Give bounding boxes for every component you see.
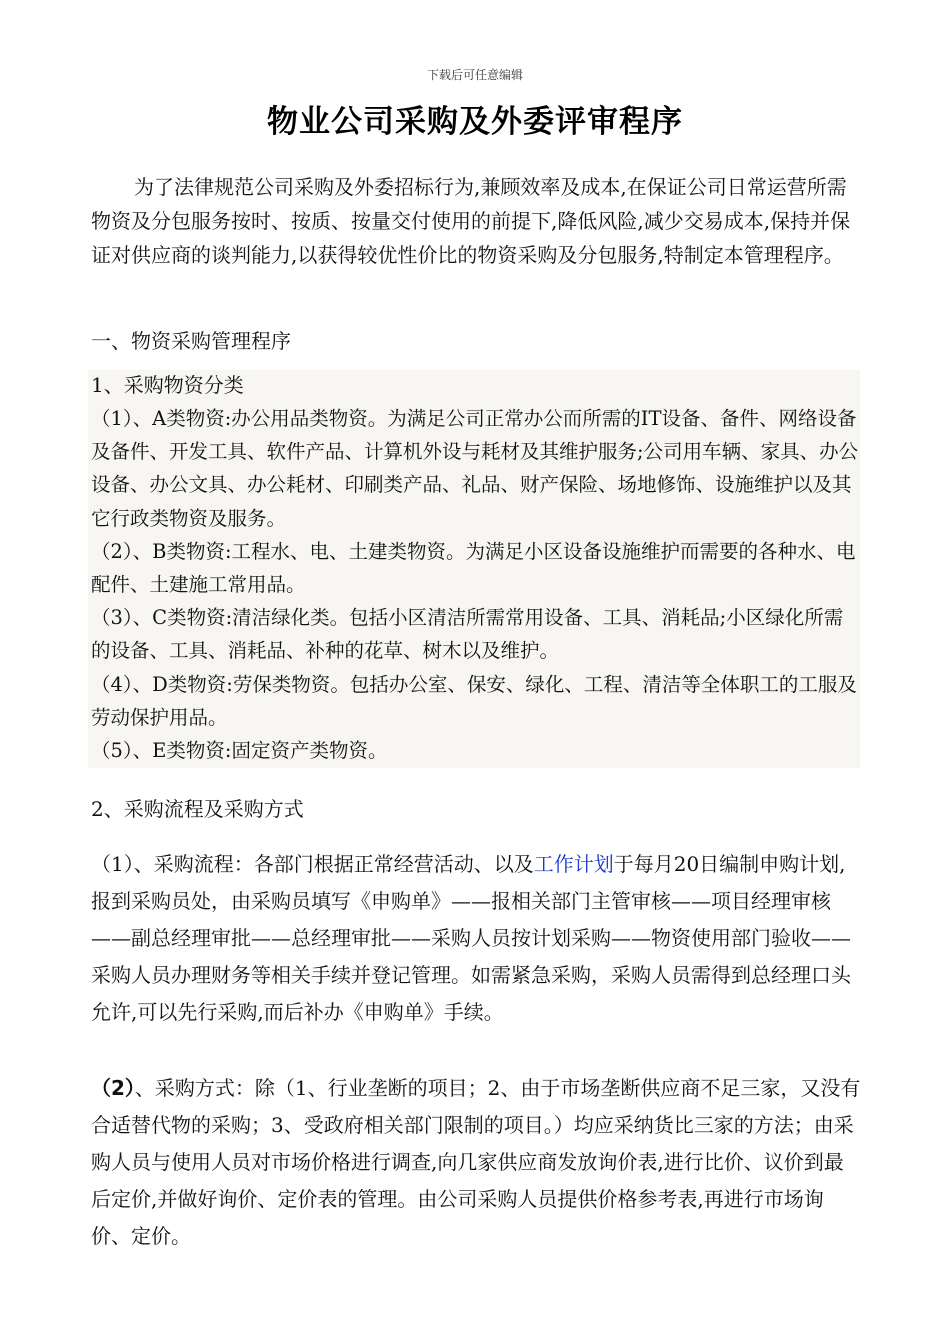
flow-text-end: 于每月20日编制申购计划,报到采购员处，由采购员填写《申购单》——报相关部门主管审核——项目经理审核——副总经理审批——总经理审批——采购人员按计划采购——物资使用部门验收——采购人员办理财务等相关手续并登记管理。如需紧急采购，采购人员需得到总经理口头允许,可以先行采购,而后补办《申购单》手续。 (91, 852, 851, 1024)
class-item-a: （1）、A类物资:办公用品类物资。为满足公司正常办公而所需的IT设备、备件、网络设备及备件、开发工具、软件产品、计算机外设与耗材及其维护服务;公司用车辆、家具、办公设备、办公文具、办公耗材、印刷类产品、礼品、财产保险、场地修饰、设施维护以及其它行政类物资及服务。 (91, 407, 859, 530)
method-text: 、采购方式：除（1、行业垄断的项目；2、由于市场垄断供应商不足三家，又没有合适替代物的采购；3、受政府相关部门限制的项目。）均应采纳货比三家的方法；由采购人员与使用人员对市场价格进行调查,向几家供应商发放询价表,进行比价、议价到最后定价,并做好询价、定价表的管理。由公司采购人员提供价格参考表,再进行市场询价、定价。 (91, 1076, 861, 1248)
section-heading-1: 一、物资采购管理程序 (91, 329, 291, 353)
intro-paragraph: 为了法律规范公司采购及外委招标行为,兼顾效率及成本,在保证公司日常运营所需物资及分包服务按时、按质、按量交付使用的前提下,降低风险,减少交易成本,保持并保证对供应商的谈判能力,以获得较优性价比的物资采购及分包服务,特制定本管理程序。 (91, 175, 851, 267)
method-number: （2） (91, 1076, 135, 1100)
page-title: 物业公司采购及外委评审程序 (267, 104, 683, 140)
subheading-classification: 1、采购物资分类 (91, 373, 244, 397)
flow-text-start: （1）、采购流程：各部门根据正常经营活动、以及 (91, 852, 534, 876)
class-item-c: （3）、C类物资:清洁绿化类。包括小区清洁所需常用设备、工具、消耗品;小区绿化所需的设备、工具、消耗品、补种的花草、树木以及维护。 (91, 606, 844, 663)
header-note: 下载后可任意编辑 (426, 68, 523, 82)
subheading-process: 2、采购流程及采购方式 (91, 797, 304, 821)
procurement-method-paragraph (91, 1070, 861, 1255)
class-item-d: （4）、D类物资:劳保类物资。包括办公室、保安、绿化、工程、清洁等全体职工的工服及劳动保护用品。 (91, 673, 857, 730)
class-item-e: （5）、E类物资:固定资产类物资。 (91, 739, 388, 762)
work-plan-link[interactable]: 工作计划 (533, 852, 614, 876)
class-item-b: （2）、B类物资:工程水、电、土建类物资。为满足小区设备设施维护而需要的各种水、电配件、土建施工常用品。 (91, 540, 856, 597)
procurement-flow-paragraph (91, 846, 861, 1031)
